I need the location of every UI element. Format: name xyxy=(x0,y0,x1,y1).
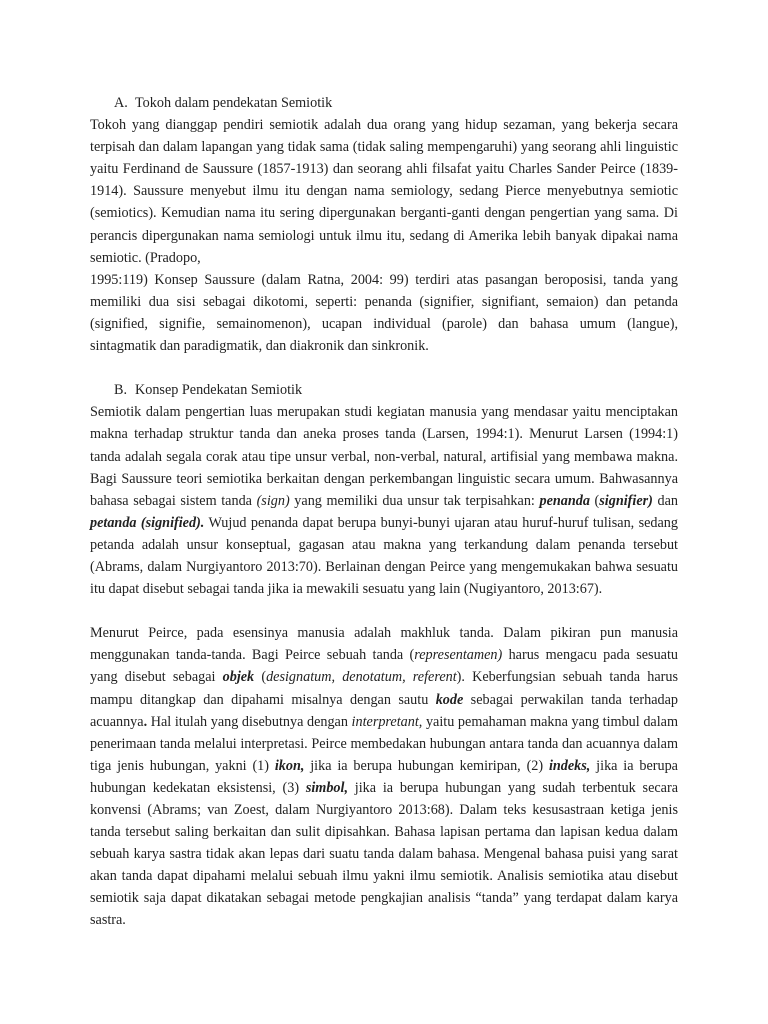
term-simbol: simbol, xyxy=(305,779,349,796)
text-run: Wujud penanda dapat berupa bunyi-bunyi ujaran atau huruf-huruf tulisan, sedang petanda adalah unsur konseptual, gagasan atau makna yang terkandung dalam penanda tersebut (Abrams, dalam Nurgiyantoro 2013:70). Berlainan dengan Peirce yang mengemukakan bahwa sesuatu itu dapat disebut sebagai tanda jika ia mewakili sesuatu yang lain (Nugiyantoro, 2013:67). xyxy=(90,514,678,598)
text-run: . xyxy=(143,713,148,730)
text-run: jika ia berupa hubungan kemiripan, (2) xyxy=(304,757,549,774)
text-run: sebagai perwakilan tanda terhadap acuannya xyxy=(90,691,678,730)
text-run: Hal itulah yang disebutnya dengan xyxy=(147,713,352,730)
text-run: Semiotik dalam pengertian luas merupakan studi kegiatan manusia yang mendasar yaitu menciptakan makna terhadap struktur tanda dan aneka proses tanda (Larsen, 1994:1). Menurut Larsen (1994:1) tanda adalah segala corak atau tipe unsur verbal, non-verbal, natural, artifisial yang membawa makna. Bagi Saussure teori semiotika berkaitan dengan perkembangan linguistic secara umum. Bahwasannya bahasa sebagai sistem tanda xyxy=(90,404,678,509)
text-run: Menurut Peirce, pada esensinya manusia adalah makhluk tanda. Dalam pikiran pun manusia menggunakan tanda-tanda. Bagi Peirce sebuah tanda ( xyxy=(90,625,678,664)
text-run: harus mengacu pada sesuatu yang disebut sebagai xyxy=(90,647,678,686)
spacer xyxy=(90,357,678,379)
text-run: yang memiliki dua unsur tak terpisahkan: xyxy=(289,492,540,509)
term-representamen: representamen) xyxy=(414,647,503,664)
term-signifier: signifier) xyxy=(599,492,653,509)
text-run: ( xyxy=(254,669,267,686)
spacer xyxy=(90,600,678,622)
term-interpretant: interpretant, xyxy=(351,713,423,730)
text-run: ). Keberfungsian sebuah tanda harus mampu ditangkap dan dipahami misalnya dengan sautu xyxy=(90,669,678,708)
term-ikon: ikon, xyxy=(274,757,305,774)
section-a-heading xyxy=(90,92,678,114)
section-b-heading xyxy=(90,379,678,401)
text-run: ( xyxy=(589,492,600,509)
term-penanda: penanda xyxy=(539,492,590,509)
section-a-title: Tokoh dalam pendekatan Semiotik xyxy=(135,95,333,111)
section-b-paragraph-1 xyxy=(90,401,678,600)
document-page xyxy=(90,92,678,932)
term-petanda: petanda (signified). xyxy=(90,514,205,531)
text-run: jika ia berupa hubungan kedekatan eksistensi, (3) xyxy=(90,757,678,796)
section-b-number: B. xyxy=(114,382,128,399)
term-sign: (sign) xyxy=(256,492,290,509)
term-designatum: designatum, denotatum, referent xyxy=(266,669,457,686)
term-objek: objek xyxy=(222,669,255,686)
term-kode: kode xyxy=(435,691,464,708)
text-run: jika ia berupa hubungan yang sudah terbentuk secara konvensi (Abrams; van Zoest, dalam Nurgiyantoro 2013:68). Dalam teks kesusastraan ketiga jenis tanda tersebut saling berkaitan dan sulit dipisahkan. Bahasa lapisan pertama dan lapisan kedua dalam sebuah karya sastra tidak akan lepas dari suatu tanda dalam bahasa. Mengenal bahasa puisi yang sarat akan tanda dapat dipahami melalui sebuah ilmu yakni ilmu semiotik. Analisis semiotika atau disebut semiotik saja dapat dikatakan sebagai metode pengkajian analisis “tanda” yang terdapat dalam karya sastra. xyxy=(90,779,678,929)
section-a-paragraph: Tokoh yang dianggap pendiri semiotik adalah dua orang yang hidup sezaman, yang bekerja secara terpisah dan dalam lapangan yang tidak sama (tidak saling mempengaruhi) yang seorang ahli linguistic yaitu Ferdinand de Saussure (1857-1913) dan seorang ahli filsafat yaitu Charles Sander Peirce (1839-1914). Saussure menyebut ilmu itu dengan nama semiology, sedang Pierce menyebutnya semiotic (semiotics). Kemudian nama itu sering dipergunakan berganti-ganti dengan pengertian yang sama. Di perancis dipergunakan nama semiologi untuk ilmu itu, sedang di Amerika lebih banyak dipakai nama semiotic. (Pradopo, xyxy=(90,117,678,266)
section-b-title: Konsep Pendekatan Semiotik xyxy=(135,382,303,399)
text-run: yaitu pemahaman makna yang timbul dalam penerimaan tanda melalui interpretasi. Peirce membedakan hubungan antara tanda dan acuannya dalam tiga jenis hubungan, yakni (1) xyxy=(90,713,678,774)
text-run: dan xyxy=(652,492,678,509)
term-indeks: indeks, xyxy=(548,757,591,774)
section-b-paragraph-2 xyxy=(90,622,678,931)
section-a-paragraph-continued: 1995:119) Konsep Saussure (dalam Ratna, 2004: 99) terdiri atas pasangan beroposisi, tanda yang memiliki dua sisi sebagai dikotomi, seperti: penanda (signifier, signifiant, semaion) dan petanda (signified, signifie, semainomenon), ucapan individual (parole) dan bahasa umum (langue), sintagmatik dan paradigmatik, dan diakronik dan sinkronik. xyxy=(90,271,678,355)
section-a-number: A. xyxy=(114,95,128,111)
